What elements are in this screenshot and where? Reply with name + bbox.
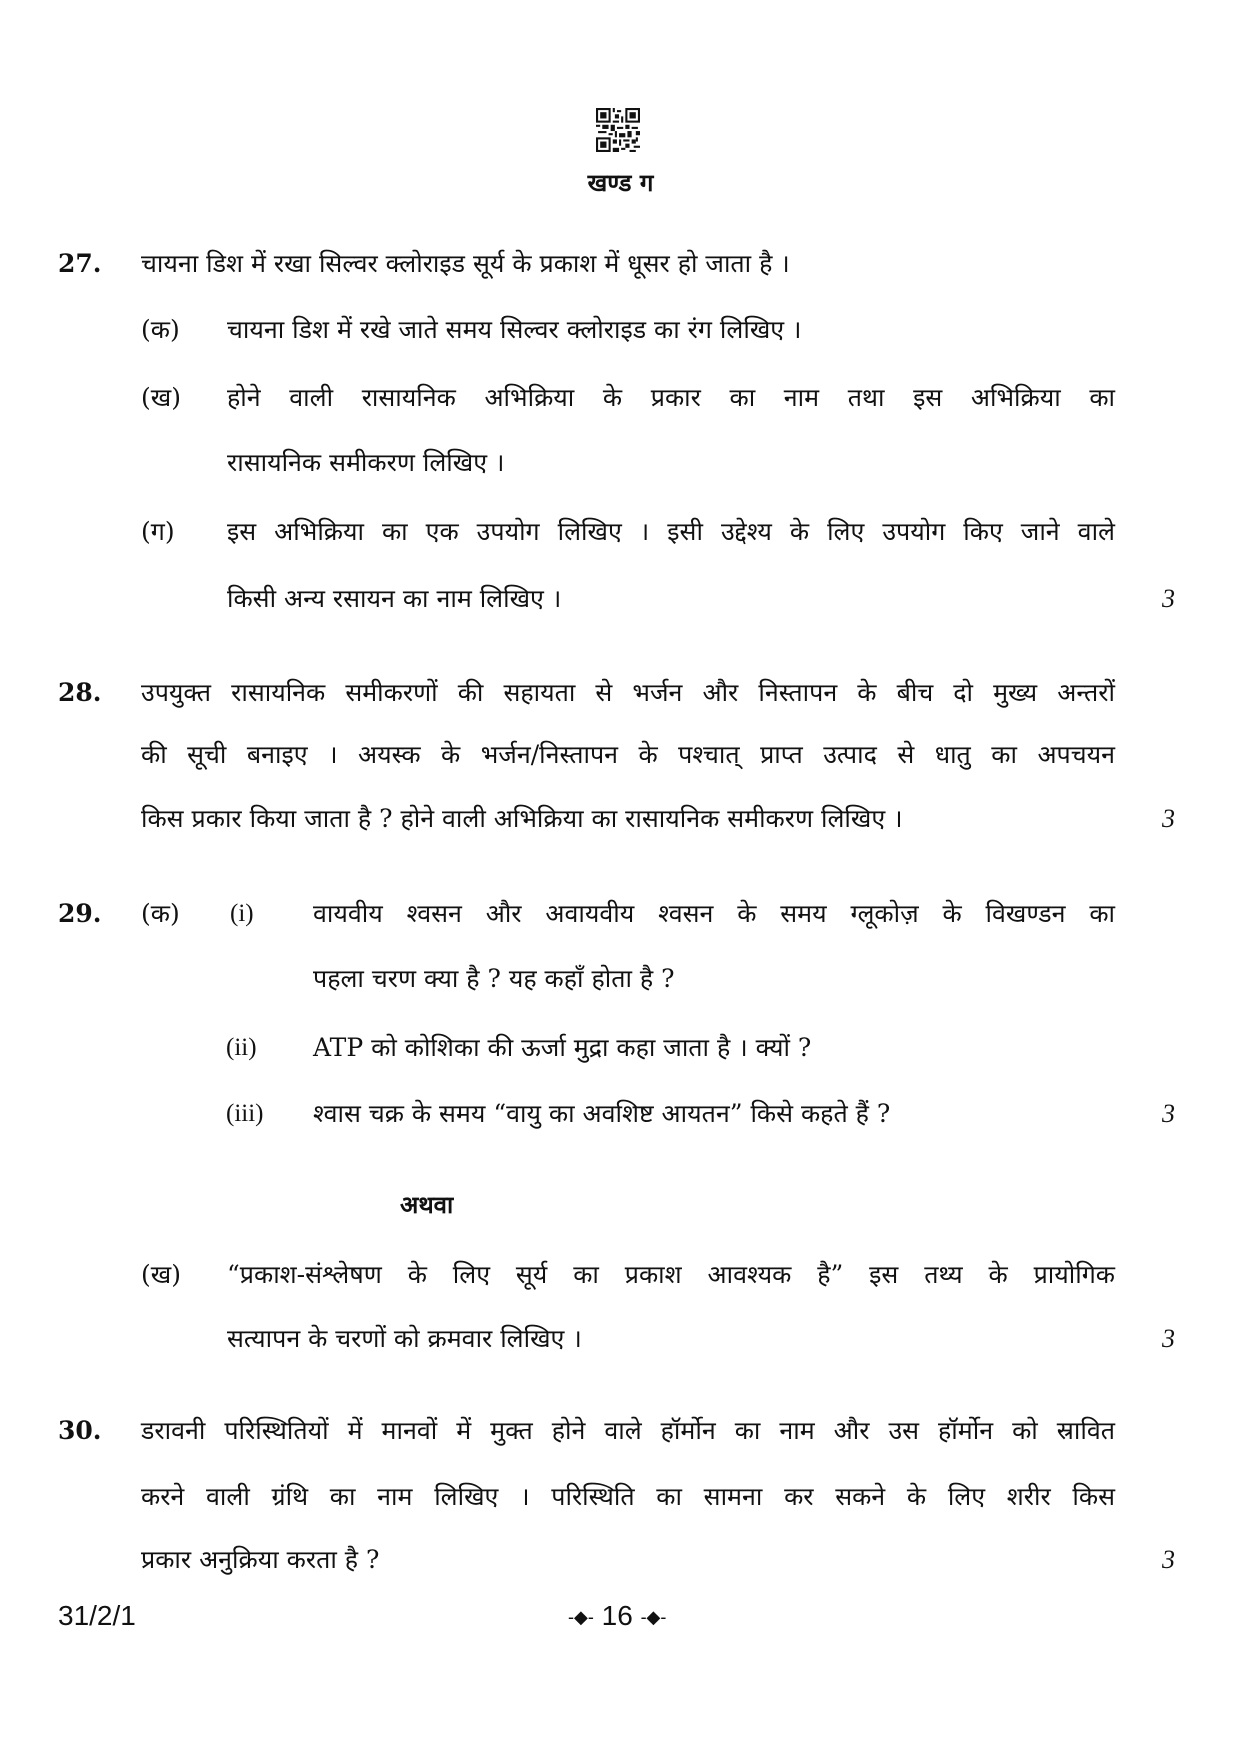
diamond-ornament-icon: -◆- [640,1607,667,1628]
question-27-b-text-1: होने वाली रासायनिक अभिक्रिया के प्रकार का नाम तथा इस अभिक्रिया का [227,383,1115,412]
question-29-iii-text: श्वास चक्र के समय “वायु का अवशिष्ट आयतन” किसे कहते हैं ? [313,1099,891,1128]
marks: 3 [1162,1324,1175,1353]
question-28-line-1: उपयुक्त रासायनिक समीकरणों की सहायता से भर्जन और निस्तापन के बीच दो मुख्य अन्तरों [141,678,1115,707]
question-number: 29. [58,899,102,928]
marks: 3 [1162,1545,1175,1574]
question-29-b-text-2: सत्यापन के चरणों को क्रमवार लिखिए । [227,1324,582,1353]
question-number: 30. [58,1416,102,1445]
question-30-line-1: डरावनी परिस्थितियों में मानवों में मुक्त होने वाले हॉर्मोन का नाम और उस हॉर्मोन को स्रावित [141,1416,1115,1445]
question-number: 28. [58,678,102,707]
question-27-b-text-2: रासायनिक समीकरण लिखिए । [227,448,505,477]
page-number-block [568,1600,666,1632]
marks: 3 [1162,804,1175,833]
section-heading: खण्ड ग [587,168,654,197]
marks: 3 [1162,584,1175,613]
question-number: 27. [58,249,102,278]
option-label: (क) [141,899,180,928]
question-28-line-3: किस प्रकार किया जाता है ? होने वाली अभिक्रिया का रासायनिक समीकरण लिखिए । [141,804,903,833]
question-28-line-2: की सूची बनाइए । अयस्क के भर्जन/निस्तापन के पश्चात् प्राप्त उत्पाद से धातु का अपचयन [141,740,1115,769]
option-label: (ग) [141,517,175,546]
diamond-ornament-icon: -◆- [568,1607,594,1628]
sub-option-label: (ii) [226,1034,257,1061]
question-29-ii-text: ATP को कोशिका की ऊर्जा मुद्रा कहा जाता है । क्यों ? [313,1033,812,1062]
option-label: (क) [141,315,180,344]
option-label: (ख) [141,383,181,412]
question-29-i-text-2: पहला चरण क्या है ? यह कहाँ होता है ? [313,964,675,993]
sub-option-label: (i) [230,900,254,927]
sub-option-label: (iii) [226,1100,264,1127]
question-30-line-3: प्रकार अनुक्रिया करता है ? [141,1545,380,1574]
qr-code-icon [596,108,640,152]
or-separator: अथवा [400,1190,454,1219]
question-27-stem: चायना डिश में रखा सिल्वर क्लोराइड सूर्य के प्रकाश में धूसर हो जाता है । [141,249,790,278]
question-27-c-text-1: इस अभिक्रिया का एक उपयोग लिखिए । इसी उद्देश्य के लिए उपयोग किए जाने वाले [227,517,1115,546]
option-label: (ख) [141,1260,181,1289]
page-number: 16 [601,1600,633,1631]
question-27-c-text-2: किसी अन्य रसायन का नाम लिखिए । [227,584,562,613]
question-30-line-2: करने वाली ग्रंथि का नाम लिखिए । परिस्थिति का सामना कर सकने के लिए शरीर किस [141,1482,1115,1511]
question-29-i-text-1: वायवीय श्वसन और अवायवीय श्वसन के समय ग्लूकोज़ के विखण्डन का [313,899,1115,928]
paper-code: 31/2/1 [58,1600,136,1631]
question-27-a-text: चायना डिश में रखे जाते समय सिल्वर क्लोराइड का रंग लिखिए । [227,315,802,344]
question-29-b-text-1: “प्रकाश-संश्लेषण के लिए सूर्य का प्रकाश आवश्यक है” इस तथ्य के प्रायोगिक [227,1260,1115,1289]
marks: 3 [1162,1099,1175,1128]
